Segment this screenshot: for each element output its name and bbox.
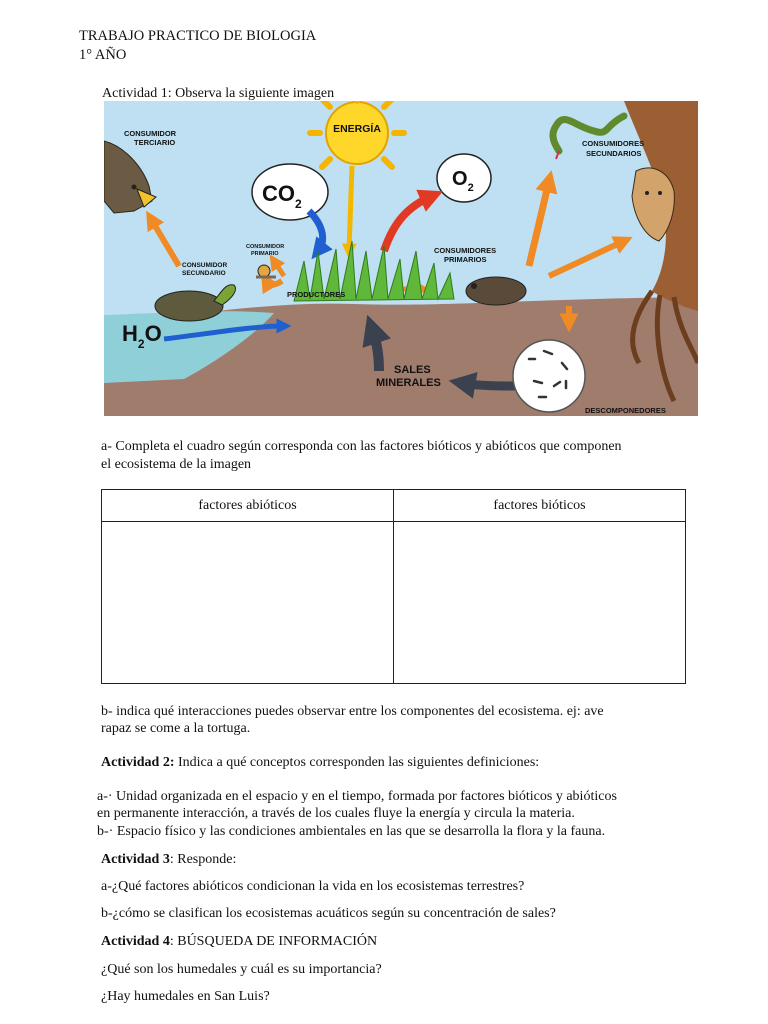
factors-table [101,489,686,684]
activity4-instruction: Actividad 4: BÚSQUEDA DE INFORMACIÓN [101,934,378,949]
activity1-question-a-line1: a- Completa el cuadro según corresponda con las factores bióticos y abióticos que componen [101,439,622,454]
label-primary-consumers-1: CONSUMIDORES [434,246,497,255]
label-decomposers: DESCOMPONEDORES [585,406,666,415]
label-tertiary-consumer-1: CONSUMIDOR [124,129,177,138]
label-secondary-consumers-1: CONSUMIDORES [582,139,645,148]
activity4-question-2: ¿Hay humedales en San Luis? [101,989,270,1004]
cell-abiotic-answer[interactable] [102,522,394,684]
activity2-heading: Actividad 2: [101,755,175,770]
activity3-instruction: Actividad 3: Responde: [101,852,237,867]
co2-cloud [252,164,328,220]
label-mineral-salts-1: SALES [394,364,431,376]
activity3-question-a: a-¿Qué factores abióticos condicionan la vida en los ecosistemas terrestres? [101,879,525,894]
header-biotic-factors: factores bióticos [394,490,686,522]
mouse [466,277,526,305]
label-primary-consumers-2: PRIMARIOS [444,255,487,264]
course-year: 1° AÑO [79,47,127,63]
activity1-question-a-line2: el ecosistema de la imagen [101,457,252,472]
label-primary-consumer-2: PRIMARIO [251,251,279,257]
activity2-item-a-line2: en permanente interacción, a través de los cuales fluye la energía y circula la materia. [97,806,575,821]
activity1-question-b-line1: b- indica qué interacciones puedes observar entre los componentes del ecosistema. ej: ave [101,704,604,719]
activity2-instruction: Actividad 2: Indica a qué conceptos corresponden las siguientes definiciones: [101,755,540,770]
activity3-question-b: b-¿cómo se clasifican los ecosistemas acuáticos según su concentración de sales? [101,906,556,921]
activity1-question-b-line2: rapaz se come a la tortuga. [101,721,251,736]
label-producers: PRODUCTORES [287,290,346,299]
decomposers-circle [513,340,585,412]
ecosystem-illustration [104,101,698,416]
label-mineral-salts-2: MINERALES [376,377,441,389]
cell-biotic-answer[interactable] [394,522,686,684]
label-energy: ENERGÍA [333,123,381,135]
activity4-question-1: ¿Qué son los humedales y cuál es su importancia? [101,962,382,977]
label-tertiary-consumer-2: TERCIARIO [134,138,176,147]
label-primary-consumer-1: CONSUMIDOR [246,244,285,250]
activity3-heading: Actividad 3 [101,852,170,867]
activity2-item-b: b-· Espacio físico y las condiciones ambientales en las que se desarrolla la flora y la fauna. [97,824,606,839]
activity1-intro: Actividad 1: Observa la siguiente imagen [102,86,335,101]
header-abiotic-factors: factores abióticos [102,490,394,522]
label-secondary-consumer-1: CONSUMIDOR [182,262,228,269]
activity2-item-a-line1: a-· Unidad organizada en el espacio y en el tiempo, formada por factores bióticos y abióticos [97,789,617,804]
label-secondary-consumers-2: SECUNDARIOS [586,149,642,158]
label-co2: $CO_2$ [262,181,302,211]
label-secondary-consumer-2: SECUNDARIO [182,270,226,277]
o2-cloud [437,154,491,202]
label-h2o: $H_2O$ [122,321,162,351]
ecosystem-diagram [104,101,698,416]
label-o2: $O_2$ [452,168,474,194]
document-title: TRABAJO PRACTICO DE BIOLOGIA [79,28,317,44]
activity4-heading: Actividad 4 [101,934,170,949]
